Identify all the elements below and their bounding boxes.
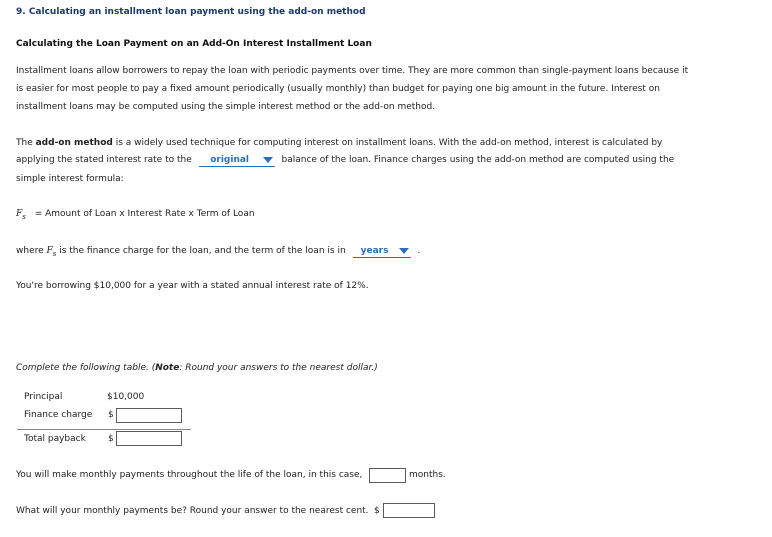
instruction-text — [16, 363, 378, 373]
addon-line2-post: balance of the loan. Finance charges using the add-on method are computed using the — [281, 155, 675, 165]
term-unit-value: years — [360, 246, 389, 256]
months-suffix: months. — [409, 470, 446, 480]
table-row-total-label: Total payback — [24, 434, 86, 444]
where-mid: is the finance charge for the loan, and the term of the loan is in — [56, 246, 346, 256]
payment-prefix: $ — [374, 506, 380, 516]
table-row-principal-value: $10,000 — [107, 392, 145, 402]
where-subscript: s — [52, 249, 57, 258]
instruction-post: : Round your answers to the nearest dollar.) — [179, 363, 378, 373]
finance-charge-input[interactable] — [116, 408, 182, 423]
table-row-total-prefix: $ — [108, 434, 114, 444]
where-symbol: F — [46, 246, 53, 256]
where-pre: where — [16, 246, 47, 256]
intro-line-3: installment loans may be computed using the simple interest method or the add-on method. — [16, 102, 436, 112]
balance-type-value: original — [210, 155, 250, 165]
chevron-down-icon — [399, 248, 409, 254]
total-payback-input[interactable] — [116, 431, 182, 446]
monthly-payment-input[interactable] — [383, 503, 435, 518]
formula-symbol: F — [16, 209, 23, 219]
months-input[interactable] — [369, 468, 406, 483]
formula-text: = Amount of Loan x Interest Rate x Term of Loan — [34, 209, 255, 219]
addon-line2-pre: applying the stated interest rate to the — [16, 155, 192, 165]
formula-subscript: s — [22, 212, 26, 221]
where-post: . — [417, 246, 421, 256]
instruction-note: Note — [155, 363, 180, 373]
section-title: Calculating the Loan Payment on an Add-On Interest Installment Loan — [16, 39, 372, 49]
addon-line-1 — [16, 138, 662, 148]
term-unit-dropdown[interactable] — [353, 245, 411, 258]
intro-line-2: is easier for most people to pay a fixed amount periodically (usually monthly) than budget for paying one big amount in the future. Interest on — [16, 84, 660, 94]
scenario-text: You're borrowing $10,000 for a year with a stated annual interest rate of 12%. — [16, 281, 369, 291]
table-row-finance-prefix: $ — [108, 410, 114, 420]
formula — [16, 209, 255, 221]
balance-type-dropdown[interactable] — [199, 154, 275, 167]
addon-line-2 — [16, 154, 674, 167]
question-title: 9. Calculating an installment loan payment using the add-on method — [16, 7, 366, 17]
where-sentence — [16, 245, 420, 258]
intro-line-1: Installment loans allow borrowers to repay the loan with periodic payments over time. They are more common than single-payment loans because it — [16, 66, 689, 76]
months-question: You will make monthly payments throughout the life of the loan, in this case, — [16, 470, 363, 480]
instruction-pre: Complete the following table. ( — [16, 363, 156, 373]
payment-question: What will your monthly payments be? Round your answer to the nearest cent. — [16, 506, 369, 516]
table-row-finance-label: Finance charge — [24, 410, 93, 420]
addon-pre: The — [16, 138, 36, 148]
table-divider — [17, 429, 191, 430]
chevron-down-icon — [263, 157, 273, 163]
addon-post: is a widely used technique for computing interest on installment loans. With the add-on method, interest is calculated by — [112, 138, 663, 148]
addon-line-3: simple interest formula: — [16, 174, 124, 184]
addon-method-bold: add-on method — [35, 138, 113, 148]
table-row-principal-label: Principal — [24, 392, 63, 402]
